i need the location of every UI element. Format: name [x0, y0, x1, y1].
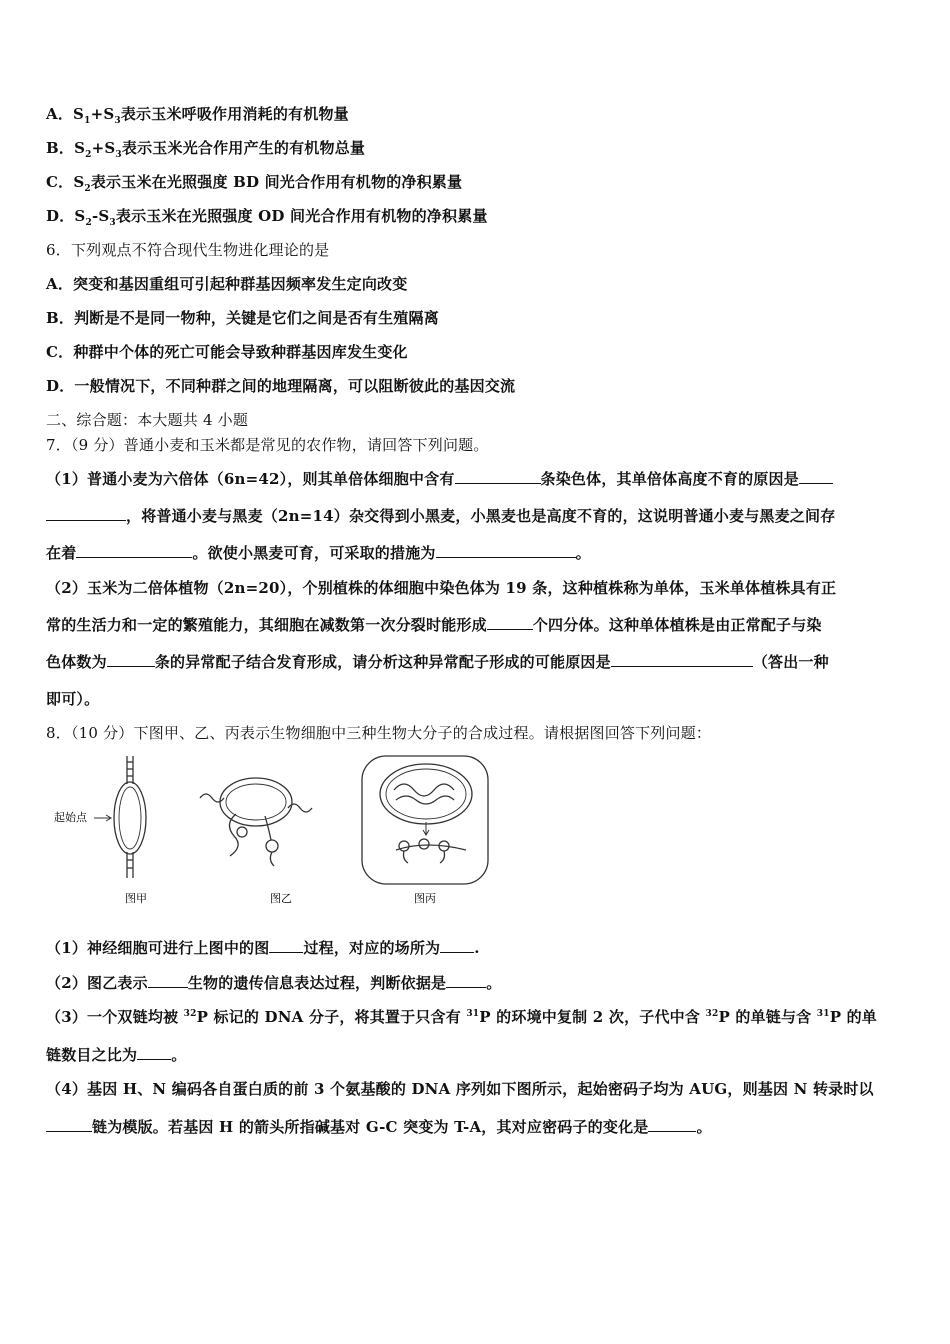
- q6-option-b: B．判断是不是同一物种，关键是它们之间是否有生殖隔离: [46, 309, 439, 327]
- figure-a-caption: 图甲: [125, 892, 147, 905]
- q6-option-d: D．一般情况下，不同种群之间的地理隔离，可以阻断彼此的基因交流: [46, 377, 516, 395]
- q6-stem: 6．下列观点不符合现代生物进化理论的是: [46, 241, 330, 259]
- q8-part3-line1: （3）一个双链均被 $^{32}$P 标记的 DNA 分子，将其置于只含有 $^{31}$P 的环境中复制 2 次，子代中含 $^{32}$P 的单链与含 $^{31}$P 的单: [46, 1008, 878, 1026]
- answer-blank[interactable]: [440, 937, 474, 953]
- answer-blank[interactable]: [487, 614, 533, 630]
- q5-option-b: B．$S_2+S_3$表示玉米光合作用产生的有机物总量: [46, 139, 366, 160]
- q7-part1-line1: （1）普通小麦为六倍体（6n=42），则其单倍体细胞中含有 条染色体，其单倍体高度不育的原因是: [46, 468, 833, 489]
- q7-part2-line3: 色体数为 条的异常配子结合发育形成，请分析这种异常配子形成的可能原因是 （答出一种: [46, 653, 829, 671]
- q8-part1: （1）神经细胞可进行上图中的图 过程，对应的场所为 .: [46, 939, 480, 957]
- answer-blank[interactable]: [436, 542, 576, 558]
- figure-c-caption: 图丙: [414, 892, 436, 905]
- start-point-label: 起始点: [54, 811, 87, 824]
- answer-blank[interactable]: [455, 468, 541, 484]
- figure-a-replication: [94, 756, 146, 878]
- answer-blank[interactable]: [446, 972, 486, 988]
- q7-part1-line3: 在着 。欲使小黑麦可育，可采取的措施为 。: [46, 544, 591, 562]
- q8-part2: （2）图乙表示 生物的遗传信息表达过程，判断依据是 。: [46, 974, 502, 992]
- figure-c-cell: [362, 756, 488, 884]
- answer-blank[interactable]: [76, 542, 192, 558]
- section-heading: 二、综合题：本大题共 4 小题: [46, 411, 249, 429]
- answer-blank[interactable]: [799, 468, 833, 484]
- biosynthesis-figure: [50, 752, 510, 912]
- answer-blank[interactable]: [148, 972, 188, 988]
- q7-part2-line2: 常的生活力和一定的繁殖能力，其细胞在减数第一次分裂时能形成 个四分体。这种单体植株是由正常配子与染: [46, 616, 822, 634]
- answer-blank[interactable]: [107, 651, 155, 667]
- q5-option-c: C．$S_2$表示玉米在光照强度 BD 间光合作用有机物的净积累量: [46, 173, 463, 194]
- answer-blank[interactable]: [269, 937, 303, 953]
- q5-option-d: D．$S_2-S_3$表示玉米在光照强度 OD 间光合作用有机物的净积累量: [46, 207, 488, 228]
- answer-blank[interactable]: [46, 1116, 92, 1132]
- answer-blank[interactable]: [648, 1116, 696, 1132]
- q8-part4-line2: 链为模版。若基因 H 的箭头所指碱基对 G-C 突变为 T-A，其对应密码子的变化是 。: [46, 1116, 712, 1137]
- q8-part4-line1: （4）基因 H、N 编码各自蛋白质的前 3 个氨基酸的 DNA 序列如下图所示，起始密码子均为 AUG，则基因 N 转录时以: [46, 1080, 874, 1098]
- figure-b-expression: [200, 778, 312, 866]
- q7-part1-line2: ，将普通小麦与黑麦（2n=14）杂交得到小黑麦，小黑麦也是高度不育的，这说明普通小麦与黑麦之间存: [46, 505, 835, 526]
- q7-part2-line4: 即可）。: [46, 690, 100, 708]
- q6-option-a: A．突变和基因重组可引起种群基因频率发生定向改变: [46, 275, 408, 293]
- q7-part2-line1: （2）玉米为二倍体植物（2n=20），个别植株的体细胞中染色体为 19 条，这种植株称为单体，玉米单体植株具有正: [46, 579, 837, 597]
- answer-blank[interactable]: [46, 505, 126, 521]
- q8-part3-line2: 链数目之比为 。: [46, 1046, 187, 1064]
- q7-stem: 7．（9 分）普通小麦和玉米都是常见的农作物，请回答下列问题。: [46, 436, 489, 454]
- q6-option-c: C．种群中个体的死亡可能会导致种群基因库发生变化: [46, 343, 408, 361]
- q5-option-a: A．$S_1+S_3$表示玉米呼吸作用消耗的有机物量: [46, 105, 349, 126]
- answer-blank[interactable]: [137, 1044, 171, 1060]
- q8-stem: 8．（10 分）下图甲、乙、丙表示生物细胞中三种生物大分子的合成过程。请根据图回答下列问题：: [46, 724, 712, 742]
- figure-b-caption: 图乙: [270, 892, 292, 905]
- answer-blank[interactable]: [611, 651, 753, 667]
